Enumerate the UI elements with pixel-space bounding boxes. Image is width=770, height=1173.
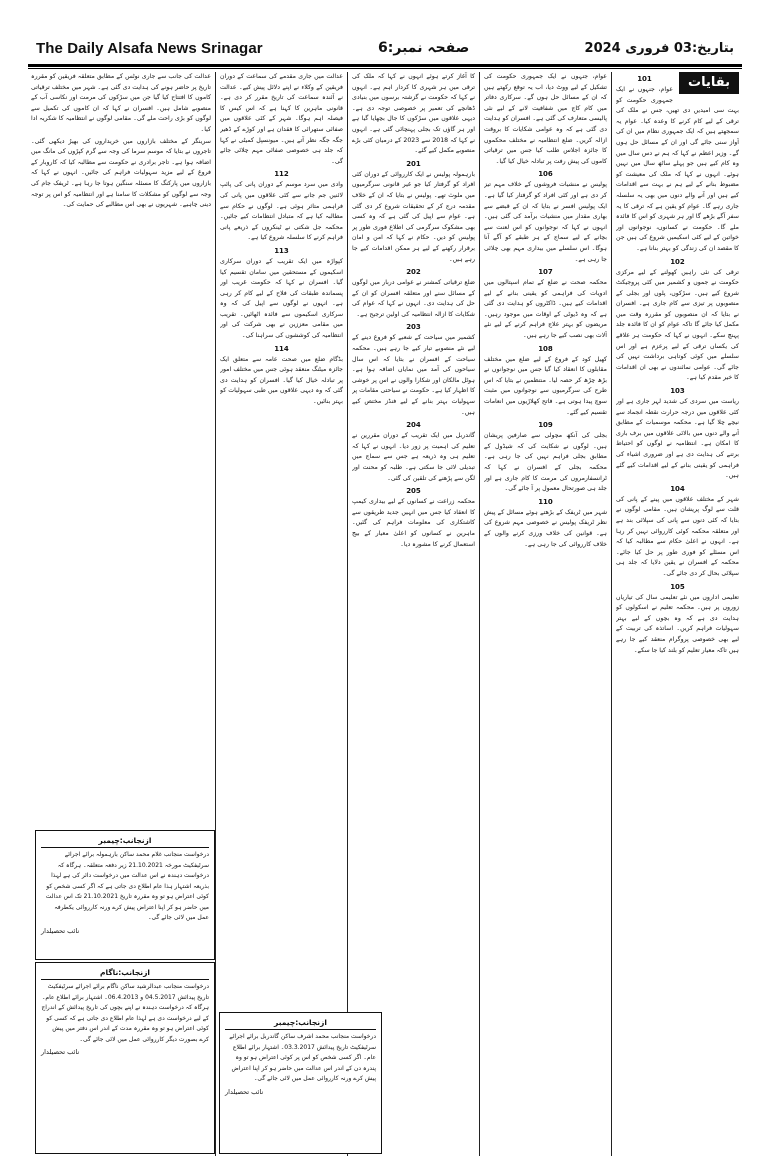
notice-signature: نائب تحصیلدار: [225, 1087, 264, 1096]
story-number: 203: [406, 323, 421, 332]
story-text: ریاست میں سردی کی شدید لہر جاری ہے اور کئی علاقوں میں درجہ حرارت نقطہ انجماد سے نیچے چلا گیا ہے۔ محکمہ موسمیات کے مطابق آنے والے دنوں میں بالائی علاقوں میں برف باری کا امکان ہے۔ انتظامیہ نے لوگوں کو احتیاط برتنے کی ہدایت دی ہے اور ضروری اشیاء کی فراہمی کو یقینی بنانے کے لیے اقدامات کیے گئے ہیں۔: [616, 398, 739, 480]
story-text: وادی میں سرد موسم کے دوران پانی کی پائپ لائنیں جم جانے سے کئی علاقوں میں پانی کی فراہمی متاثر ہوئی ہے۔ لوگوں نے حکام سے مطالبہ کیا ہے کہ متبادل انتظامات کیے جائیں۔ محکمہ جل شکتی نے ٹینکروں کے ذریعے پانی فراہم کرنے کا سلسلہ شروع کیا ہے۔: [220, 181, 343, 242]
story-text: شہر کے مختلف علاقوں میں پینے کے پانی کی قلت سے لوگ پریشان ہیں۔ مقامی لوگوں نے بتایا کہ کئی دنوں سے پانی کی سپلائی بند ہے اور متعلقہ محکمہ کوئی کارروائی نہیں کر رہا ہے۔ انہوں نے اعلیٰ حکام سے مطالبہ کیا کہ اس مسئلے کو فوری طور پر حل کیا جائے۔ محکمہ کے افسران نے یقین دلایا کہ جلد ہی سپلائی بحال کر دی جائے گی۔: [616, 495, 739, 577]
story-text: بجلی کی آنکھ مچولی سے صارفین پریشان ہیں۔ لوگوں نے شکایت کی کہ شیڈول کے مطابق بجلی فراہم نہیں کی جا رہی ہے۔ محکمہ بجلی کے افسران نے کہا کہ ٹرانسفارمروں کی مرمت کا کام جاری ہے اور جلد ہی صورتحال معمول پر آ جائے گی۔: [484, 432, 607, 493]
story-number: 106: [538, 170, 553, 179]
story-text: بارہمولہ پولیس نے ایک کارروائی کے دوران کئی افراد کو گرفتار کیا جو غیر قانونی سرگرمیوں میں ملوث تھے۔ پولیس نے بتایا کہ ان کے خلاف مقدمہ درج کر کے تحقیقات شروع کر دی گئی ہے۔ عوام سے اپیل کی گئی ہے کہ وہ کسی بھی مشکوک سرگرمی کی اطلاع فوری طور پر پولیس کو دیں۔ حکام نے کہا کہ امن و امان برقرار رکھنے کے لیے ہر ممکن اقدامات کیے جا رہے ہیں۔: [352, 170, 475, 263]
news-column-3: [352, 72, 475, 1156]
notice-title: ازنجانب:چیمبر: [225, 1016, 376, 1030]
legal-notice: [35, 962, 215, 1154]
story-text: تعلیمی اداروں میں نئے تعلیمی سال کی تیاریاں زوروں پر ہیں۔ محکمہ تعلیم نے اسکولوں کو ہدایت دی ہے کہ وہ بچوں کے لیے بہتر سہولیات فراہم کریں۔ اساتذہ کی تربیت کے لیے بھی خصوصی پروگرام منعقد کیے جا رہے ہیں تاکہ معیار تعلیم کو بلند کیا جا سکے۔: [616, 593, 739, 654]
story-text: کپواڑہ میں ایک تقریب کے دوران سرکاری اسکیموں کے مستحقین میں سامان تقسیم کیا گیا۔ افسران نے کہا کہ حکومت غریب اور پسماندہ طبقات کی فلاح کے لیے کام کر رہی ہے۔ انہوں نے لوگوں سے اپیل کی کہ وہ سرکاری اسکیموں سے فائدہ اٹھائیں۔ تقریب میں مقامی معززین نے بھی شرکت کی اور انتظامیہ کی کوششوں کی سراہنا کی۔: [220, 257, 343, 340]
story-text: عوام، جنہوں نے ایک جمہوری حکومت کو بہت سی امیدیں دی تھیں، جس نے ملک کی ترقی کے لیے کام کرنے کا وعدہ کیا۔ عوام یہ سمجھتے ہیں کہ ایک جمہوری نظام میں ان کی آواز سنی جائے گی اور ان کے مسائل حل ہوں گے۔ وزیر اعظم نے کہا کہ ہم نے دس سال میں وہ کام کیے ہیں جو پہلے ساٹھ سال میں نہیں ہوئے۔ انہوں نے کہا کہ ملک کی معیشت کو مضبوط بنانے کے لیے ہم نے بہت سے اقدامات کیے ہیں اور آنے والے دنوں میں بھی یہ سلسلہ جاری رہے گا۔ عوام کو یقین ہے کہ ترقی کا یہ سفر آگے بڑھے گا اور ہر شہری کو اس کا فائدہ ملے گا۔ حکومت نے کسانوں، نوجوانوں اور خواتین کے لیے کئی اسکیمیں شروع کی ہیں جن کا مقصد ان کی زندگی کو بہتر بنانا ہے۔: [616, 86, 739, 252]
story-text: عدالت کی جانب سے جاری نوٹس کے مطابق متعلقہ فریقین کو مقررہ تاریخ پر حاضر ہونے کی ہدایت دی گئی ہے۔ شہر میں مختلف ترقیاتی کاموں کا افتتاح کیا گیا جن میں سڑکوں کی مرمت اور نکاسی آب کے منصوبے شامل ہیں۔ افسران نے کہا کہ ان کاموں کی تکمیل سے لوگوں کو بڑی راحت ملے گی۔ مقامی لوگوں نے انتظامیہ کا شکریہ ادا کیا۔: [31, 73, 211, 133]
column-divider: [611, 72, 612, 1156]
newspaper-name: The Daily Alsafa News Srinagar: [36, 39, 263, 57]
column-divider: [479, 72, 480, 1156]
story-text: محکمہ زراعت نے کسانوں کے لیے بیداری کیمپ کا انعقاد کیا جس میں انہیں جدید طریقوں سے کاشتکاری کی معلومات فراہم کی گئیں۔ ماہرین نے کسانوں کو اعلیٰ معیار کے بیج استعمال کرنے کا مشورہ دیا۔: [352, 498, 475, 548]
story-number: 107: [538, 268, 553, 277]
story-text: ترقی کی نئی راہیں کھولنے کے لیے مرکزی حکومت نے جموں و کشمیر میں کئی پروجیکٹ شروع کیے ہیں۔ سڑکوں، پلوں اور بجلی کے منصوبوں پر تیزی سے کام جاری ہے۔ افسران نے بتایا کہ ان منصوبوں کو مقررہ وقت میں مکمل کیا جائے گا تاکہ عوام کو ان کا فائدہ جلد پہنچ سکے۔ انہوں نے کہا کہ حکومت ہر علاقے کی یکساں ترقی کے لیے پرعزم ہے اور اس سلسلے میں کوئی کوتاہی برداشت نہیں کی جائے گی۔ عوامی نمائندوں نے بھی ان اقدامات کا خیر مقدم کیا ہے۔: [616, 268, 739, 382]
story-text: کا آغاز کرتے ہوئے انہوں نے کہا کہ ملک کی ترقی میں ہر شہری کا کردار اہم ہے۔ انہوں نے کہا کہ حکومت نے گزشتہ برسوں میں بنیادی ڈھانچے کی تعمیر پر خصوصی توجہ دی ہے۔ دیہی علاقوں میں سڑکوں کا جال بچھایا گیا ہے اور ہر گاؤں تک بجلی پہنچائی گئی ہے۔ انہوں نے کہا کہ 2018 سے 2023 کے درمیان کئی بڑے منصوبے مکمل کیے گئے۔: [352, 73, 475, 155]
story-number: 112: [274, 170, 289, 179]
story-number: 104: [670, 484, 685, 493]
news-column-5: [31, 72, 211, 822]
story-text: کھیل کود کے فروغ کے لیے ضلع میں مختلف مقابلوں کا انعقاد کیا گیا جس میں نوجوانوں نے بڑھ چڑھ کر حصہ لیا۔ منتظمین نے بتایا کہ اس طرح کی سرگرمیوں سے نوجوانوں میں مثبت سوچ پیدا ہوتی ہے۔ فاتح کھلاڑیوں میں انعامات تقسیم کیے گئے۔: [484, 355, 607, 416]
story-text: سرینگر کے مختلف بازاروں میں خریداروں کی بھیڑ دیکھی گئی۔ تاجروں نے بتایا کہ موسم سرما کی وجہ سے گرم کپڑوں کی مانگ میں اضافہ ہوا ہے۔ تاجر برادری نے حکومت سے مطالبہ کیا کہ کاروبار کے فروغ کے لیے مزید سہولیات فراہم کی جائیں۔ انہوں نے کہا کہ بازاروں میں پارکنگ کا مسئلہ سنگین ہوتا جا رہا ہے۔ ٹریفک جام کی وجہ سے لوگوں کو مشکلات کا سامنا ہے اور انتظامیہ کو اس پر توجہ دینی چاہیے۔ شہریوں نے بھی اس مطالبے کی حمایت کی۔: [31, 137, 211, 209]
story-text: ضلع ترقیاتی کمشنر نے عوامی دربار میں لوگوں کے مسائل سنے اور متعلقہ افسران کو ان کے حل کی ہدایت دی۔ انہوں نے کہا کہ عوام کی شکایات کا ازالہ انتظامیہ کی اولین ترجیح ہے۔: [352, 279, 475, 318]
story-text: کشمیر میں سیاحت کے شعبے کو فروغ دینے کے لیے نئے منصوبے تیار کیے جا رہے ہیں۔ محکمہ سیاحت کے افسران نے بتایا کہ اس سال سیاحوں کی آمد میں نمایاں اضافہ ہوا ہے۔ ہوٹل مالکان اور شکارا والوں نے اس پر خوشی کا اظہار کیا ہے۔ حکومت نے سیاحتی مقامات پر سہولیات بہتر بنانے کے لیے فنڈز مختص کیے ہیں۔: [352, 334, 475, 416]
story-text: شہر میں ٹریفک کے بڑھتے ہوئے مسائل کے پیش نظر ٹریفک پولیس نے خصوصی مہم شروع کی ہے۔ قوانین کی خلاف ورزی کرنے والوں کے خلاف کارروائی کی جا رہی ہے۔: [484, 508, 607, 548]
dateline: بتاریخ:03 فروری 2024: [584, 40, 734, 56]
header-rule: [28, 64, 742, 67]
notice-body: درخواست منجانب عبدالرشید ساکن ناگام برائے اجرائے سرٹیفکیٹ تاریخ پیدائش 04.5.2017 و 06.4.2013۔ اشتہار برائے اطلاع عام۔ ہرگاہ کہ درخواست دہندہ نے اپنے بچوں کی تاریخ پیدائش کے اندراج کے لیے درخواست دی ہے لہذا عام اطلاع دی جاتی ہے کہ کسی کو کوئی اعتراض ہو تو وہ مقررہ مدت کے اندر اس دفتر میں پیش کرے بصورت دیگر کارروائی عمل میں لائی جائے گی۔: [41, 983, 209, 1043]
news-column-4: [220, 72, 343, 1156]
story-number: 101: [637, 75, 652, 83]
story-number: 109: [538, 421, 553, 430]
notice-signature: نائب تحصیلدار: [41, 1048, 80, 1056]
notice-title: ازنجانب:ناگام: [41, 966, 209, 980]
story-number: 205: [406, 487, 421, 496]
section-banner: بقایات: [679, 72, 739, 94]
story-number: 108: [538, 344, 553, 353]
story-number: 105: [670, 582, 685, 591]
story-number: 114: [274, 344, 289, 353]
story-text: عدالت میں جاری مقدمے کی سماعت کے دوران فریقین کے وکلاء نے اپنے دلائل پیش کیے۔ عدالت نے آئندہ سماعت کی تاریخ مقرر کر دی ہے۔ قانونی ماہرین کا کہنا ہے کہ اس کیس کا فیصلہ اہم ہوگا۔ شہر کے کئی علاقوں میں صفائی ستھرائی کا فقدان ہے اور کوڑے کے ڈھیر جگہ جگہ نظر آتے ہیں۔ میونسپل کمیٹی نے کہا کہ جلد ہی خصوصی صفائی مہم چلائی جائے گی۔: [220, 73, 343, 165]
story-text: پولیس نے منشیات فروشوں کے خلاف مہم تیز کر دی ہے اور کئی افراد کو گرفتار کیا گیا ہے۔ ایک پولیس افسر نے بتایا کہ ان کے قبضے سے بھاری مقدار میں منشیات برآمد کی گئی ہیں۔ انہوں نے کہا کہ نوجوانوں کو اس لعنت سے بچانے کے لیے سماج کے ہر طبقے کو آگے آنا ہوگا۔ اس سلسلے میں بیداری مہم بھی چلائی جا رہی ہے۔: [484, 181, 607, 263]
masthead: [36, 34, 734, 62]
story-text: گاندربل میں ایک تقریب کے دوران مقررین نے تعلیم کی اہمیت پر زور دیا۔ انہوں نے کہا کہ تعلیم ہی وہ ذریعہ ہے جس سے سماج میں تبدیلی لائی جا سکتی ہے۔ طلبہ کو محنت اور لگن سے پڑھنے کی تلقین کی گئی۔: [352, 432, 475, 482]
story-number: 204: [406, 421, 421, 430]
column-divider: [347, 72, 348, 1156]
story-text: بڈگام ضلع میں صحت عامہ سے متعلق ایک جائزہ میٹنگ منعقد ہوئی جس میں مختلف امور پر تبادلہ خیال کیا گیا۔ افسران کو ہدایت دی گئی کہ وہ دیہی علاقوں میں طبی سہولیات کو بہتر بنائیں۔: [220, 355, 343, 406]
story-number: 102: [670, 257, 685, 266]
story-text: عوام، جنہوں نے ایک جمہوری حکومت کی تشکیل کے لیے ووٹ دیا، اب یہ توقع رکھتے ہیں کہ ان کے مسائل حل ہوں گے۔ سرکاری دفاتر میں کام کاج میں شفافیت لانے کے لیے نئی پالیسی متعارف کی گئی ہے۔ افسران کو ہدایت دی گئی ہے کہ وہ عوامی شکایات کا بروقت ازالہ کریں۔ ضلع انتظامیہ نے مختلف محکموں کا جائزہ اجلاس طلب کیا جس میں ترقیاتی کاموں کی پیش رفت پر تبادلہ خیال کیا گیا۔: [484, 73, 607, 165]
legal-notice: [35, 830, 215, 960]
notice-body: درخواست منجانب غلام محمد ساکن بارہمولہ برائے اجرائے سرٹیفکیٹ مورخہ 21.10.2021 زیر دفعہ متعلقہ۔ ہرگاہ کہ درخواست دہندہ نے اس عدالت میں درخواست دائر کی ہے لہذا بذریعہ اشتہار ہذا عام اطلاع دی جاتی ہے کہ اگر کسی شخص کو کوئی اعتراض ہو تو وہ مقررہ تاریخ 21.10.2021 تک اس عدالت میں حاضر ہو کر اپنا اعتراض پیش کرے ورنہ کارروائی یکطرفہ عمل میں لائی جائے گی۔: [45, 851, 209, 921]
story-number: 202: [406, 268, 421, 277]
page-number: صفحہ نمبر:6: [378, 40, 470, 56]
legal-notice: [219, 1012, 382, 1154]
story-number: 110: [538, 497, 553, 506]
notice-title: ازنجانب:چیمبر: [41, 834, 209, 848]
news-column-2: [484, 72, 607, 1156]
story-number: 201: [406, 159, 421, 168]
story-number: 103: [670, 387, 685, 396]
column-divider: [215, 72, 216, 1156]
notice-body: درخواست منجانب محمد اشرف ساکن گاندربل برائے اجرائے سرٹیفکیٹ تاریخ پیدائش 03.3.2017۔ اشتہار برائے اطلاع عام۔ اگر کسی شخص کو اس پر کوئی اعتراض ہو تو وہ پندرہ دن کے اندر اس عدالت میں حاضر ہو کر اپنا اعتراض پیش کرے ورنہ کارروائی عمل میں لائی جائے گی۔: [229, 1033, 376, 1082]
news-column-1: [616, 72, 739, 1156]
header-rule-thin: [28, 68, 742, 69]
story-text: محکمہ صحت نے ضلع کے تمام اسپتالوں میں ادویات کی فراہمی کو یقینی بنانے کے لیے اقدامات کیے ہیں۔ ڈاکٹروں کو ہدایت دی گئی ہے کہ وہ ڈیوٹی کے اوقات میں موجود رہیں۔ مریضوں کو بہتر علاج فراہم کرنے کے لیے نئے آلات بھی نصب کیے جا رہے ہیں۔: [484, 279, 607, 340]
story-number: 113: [274, 246, 289, 255]
notice-signature: نائب تحصیلدار: [41, 926, 80, 935]
